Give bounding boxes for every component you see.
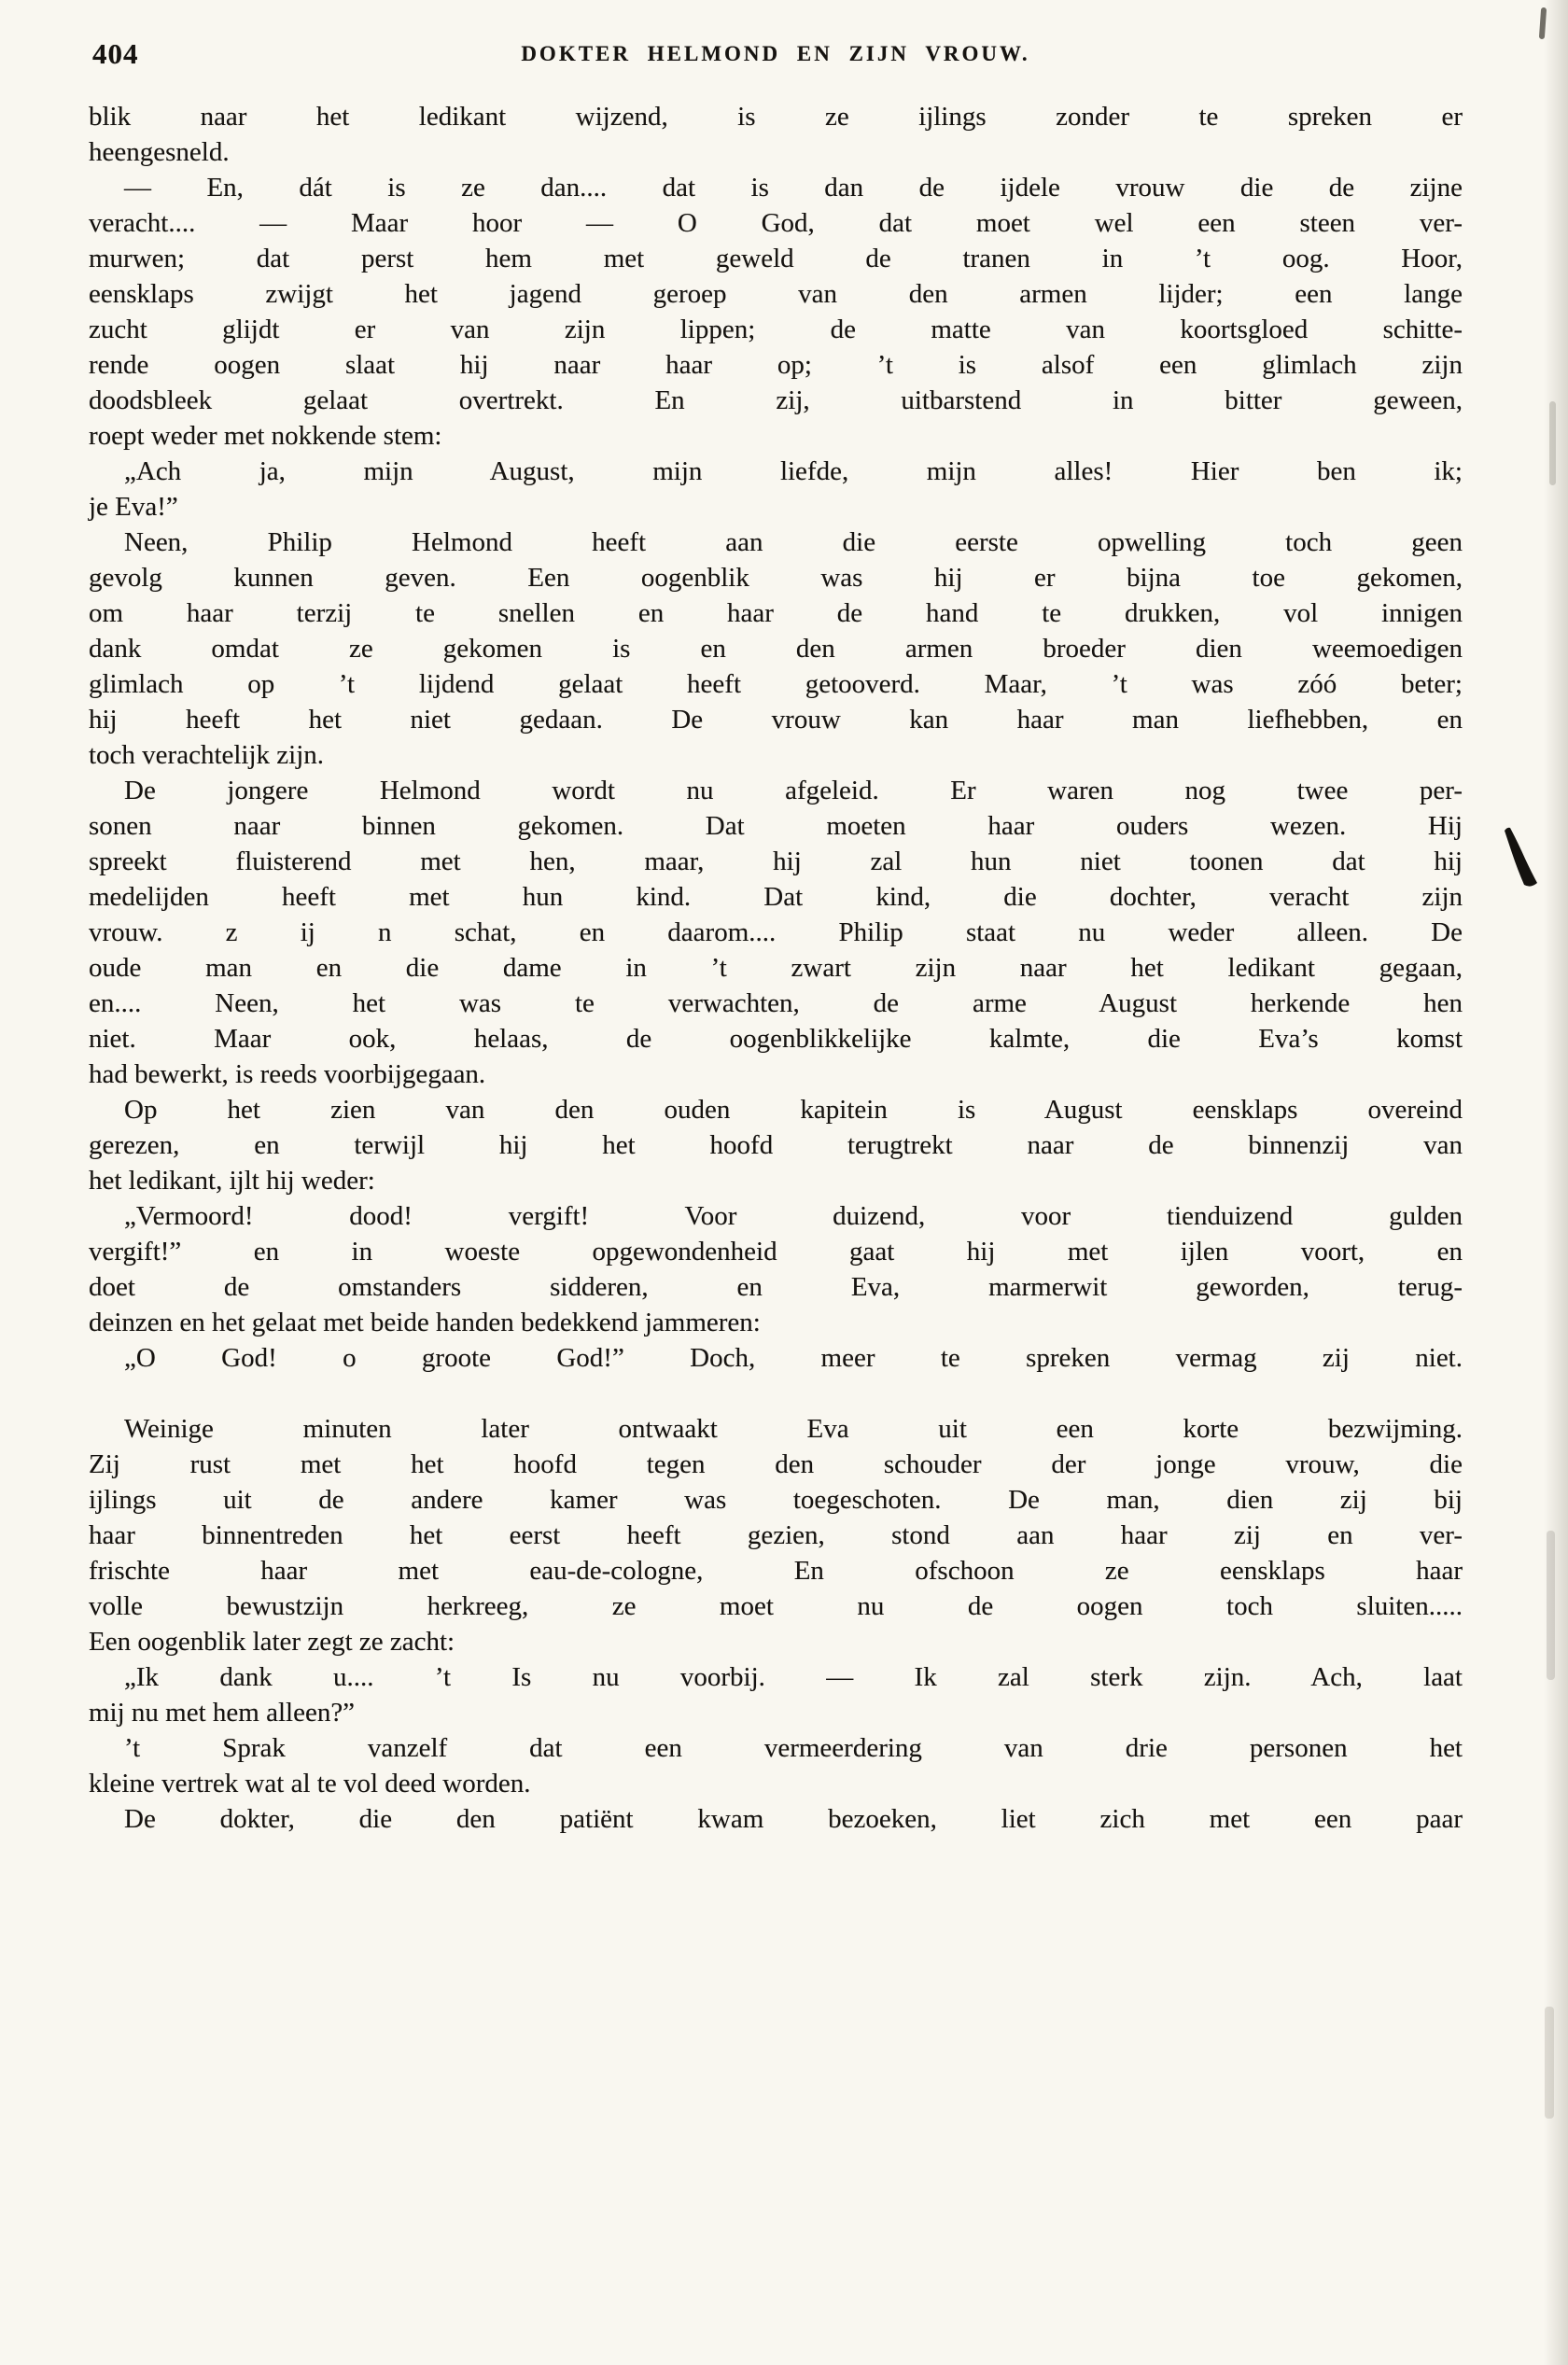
text-line: hij heeft het niet gedaan. De vrouw kan haar man liefhebben, en xyxy=(89,705,1463,735)
text-line: dank omdat ze gekomen is en den armen broeder dien weemoedigen xyxy=(89,634,1463,664)
paragraph xyxy=(89,773,1463,1092)
text-line: De dokter, die den patiënt kwam bezoeken, liet zich met een paar xyxy=(124,1804,1463,1834)
paragraph xyxy=(89,170,1463,454)
paragraph xyxy=(89,99,1463,170)
paragraph xyxy=(89,454,1463,525)
text-line: je Eva!” xyxy=(89,492,178,522)
page-header xyxy=(89,37,1463,75)
text-line: murwen; dat perst hem met geweld de tranen in ’t oog. Hoor, xyxy=(89,244,1463,273)
text-line: het ledikant, ijlt hij weder: xyxy=(89,1166,375,1196)
scan-smudge-artifact xyxy=(1545,2007,1554,2119)
scan-smudge-artifact xyxy=(1547,1531,1555,1680)
text-line: De jongere Helmond wordt nu afgeleid. Er waren nog twee per- xyxy=(124,776,1463,805)
paragraph xyxy=(89,1198,1463,1340)
scan-speck-artifact xyxy=(1539,7,1547,39)
text-line: niet. Maar ook, helaas, de oogenblikkelijke kalmte, die Eva’s komst xyxy=(89,1024,1463,1054)
text-line: doet de omstanders sidderen, en Eva, marmerwit geworden, terug- xyxy=(89,1272,1463,1302)
text-block xyxy=(89,99,1463,1837)
text-line: had bewerkt, is reeds voorbijgegaan. xyxy=(89,1059,486,1089)
text-line: ’t Sprak vanzelf dat een vermeerdering van drie personen het xyxy=(124,1733,1463,1763)
text-line: mij nu met hem alleen?” xyxy=(89,1698,356,1728)
text-line: volle bewustzijn herkreeg, ze moet nu de oogen toch sluiten..... xyxy=(89,1591,1463,1621)
text-line: spreekt fluisterend met hen, maar, hij zal hun niet toonen dat hij xyxy=(89,847,1463,876)
text-line: zucht glijdt er van zijn lippen; de matte van koortsgloed schitte- xyxy=(89,315,1463,344)
ink-blot-artifact xyxy=(1505,827,1542,892)
paragraph xyxy=(89,1092,1463,1198)
text-line: „Ik dank u.... ’t Is nu voorbij. — Ik zal sterk zijn. Ach, laat xyxy=(124,1662,1463,1692)
text-line: doodsbleek gelaat overtrekt. En zij, uitbarstend in bitter geween, xyxy=(89,385,1463,415)
paragraph xyxy=(89,1659,1463,1730)
text-line: Weinige minuten later ontwaakt Eva uit een korte bezwijming. xyxy=(124,1414,1463,1444)
text-line: eensklaps zwijgt het jagend geroep van den armen lijder; een lange xyxy=(89,279,1463,309)
text-line: „Ach ja, mijn August, mijn liefde, mijn alles! Hier ben ik; xyxy=(124,456,1463,486)
text-line: haar binnentreden het eerst heeft gezien, stond aan haar zij en ver- xyxy=(89,1520,1463,1550)
text-line: Een oogenblik later zegt ze zacht: xyxy=(89,1627,455,1657)
text-line: gevolg kunnen geven. Een oogenblik was hij er bijna toe gekomen, xyxy=(89,563,1463,593)
text-line: kleine vertrek wat al te vol deed worden. xyxy=(89,1769,531,1798)
text-line: blik naar het ledikant wijzend, is ze ijlings zonder te spreken er xyxy=(89,102,1463,132)
page-number: 404 xyxy=(92,37,139,70)
text-line: ijlings uit de andere kamer was toegeschoten. De man, dien zij bij xyxy=(89,1485,1463,1515)
text-line: sonen naar binnen gekomen. Dat moeten haar ouders wezen. Hij xyxy=(89,811,1463,841)
text-line: rende oogen slaat hij naar haar op; ’t is alsof een glimlach zijn xyxy=(89,350,1463,380)
paragraph xyxy=(89,1730,1463,1801)
scan-smudge-artifact xyxy=(1549,401,1556,485)
text-line: — En, dát is ze dan.... dat is dan de ijdele vrouw die de zijne xyxy=(124,173,1463,203)
text-line: deinzen en het gelaat met beide handen bedekkend jammeren: xyxy=(89,1308,761,1337)
text-line: toch verachtelijk zijn. xyxy=(89,740,325,770)
text-line: oude man en die dame in ’t zwart zijn naar het ledikant gegaan, xyxy=(89,953,1463,983)
text-line: „O God! o groote God!” Doch, meer te spreken vermag zij niet. xyxy=(124,1343,1463,1373)
text-line: roept weder met nokkende stem: xyxy=(89,421,442,451)
text-line: gerezen, en terwijl hij het hoofd terugtrekt naar de binnenzij van xyxy=(89,1130,1463,1160)
paragraph xyxy=(89,525,1463,773)
paragraph xyxy=(89,1801,1463,1837)
text-line: frischte haar met eau-de-cologne, En ofschoon ze eensklaps haar xyxy=(89,1556,1463,1586)
text-line: om haar terzij te snellen en haar de hand te drukken, vol innigen xyxy=(89,598,1463,628)
text-line: Op het zien van den ouden kapitein is August eensklaps overeind xyxy=(124,1095,1463,1125)
text-line: medelijden heeft met hun kind. Dat kind, die dochter, veracht zijn xyxy=(89,882,1463,912)
running-title: DOKTER HELMOND EN ZIJN VROUW. xyxy=(521,42,1030,65)
text-line: vrouw. z ij n schat, en daarom.... Philip staat nu weder alleen. De xyxy=(89,917,1463,947)
text-line: „Vermoord! dood! vergift! Voor duizend, voor tienduizend gulden xyxy=(124,1201,1463,1231)
text-line: Zij rust met het hoofd tegen den schouder der jonge vrouw, die xyxy=(89,1449,1463,1479)
text-line: glimlach op ’t lijdend gelaat heeft getooverd. Maar, ’t was zóó beter; xyxy=(89,669,1463,699)
scan-edge-shadow xyxy=(1544,0,1568,2365)
text-line: heengesneld. xyxy=(89,137,230,167)
paragraph xyxy=(89,1340,1463,1376)
text-line: Neen, Philip Helmond heeft aan die eerste opwelling toch geen xyxy=(124,527,1463,557)
text-line: en.... Neen, het was te verwachten, de arme August herkende hen xyxy=(89,988,1463,1018)
text-line: veracht.... — Maar hoor — O God, dat moet wel een steen ver- xyxy=(89,208,1463,238)
paragraph xyxy=(89,1411,1463,1659)
text-line: vergift!” en in woeste opgewondenheid gaat hij met ijlen voort, en xyxy=(89,1237,1463,1266)
